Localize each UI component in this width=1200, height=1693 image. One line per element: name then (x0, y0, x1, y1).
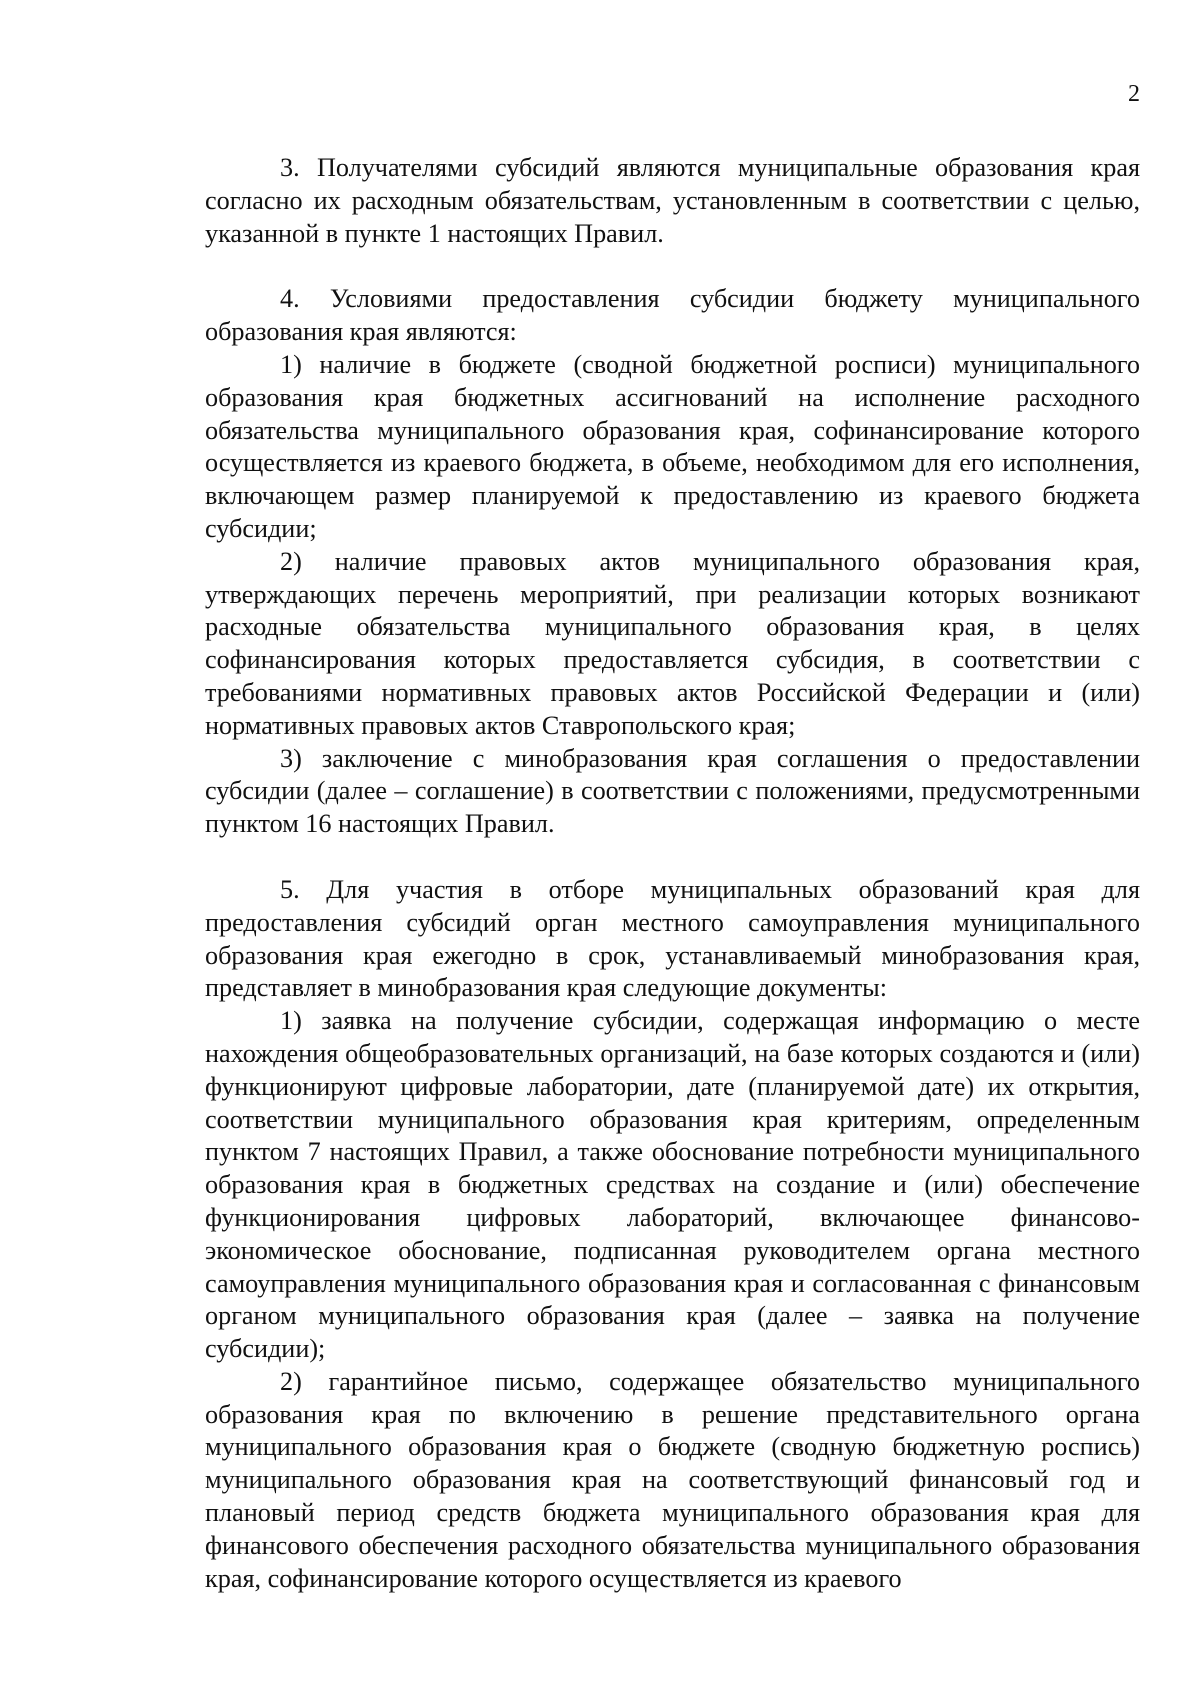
paragraph-item-4-sub-1: 1) наличие в бюджете (сводной бюджетной росписи) муниципального образования края бюджетных ассигнований на исполнение расходного обязательства муниципального образования края, софинансирование которого осуществляется из краевого бюджета, в объеме, необходимом для его исполнения, включающем размер планируемой к предоставлению из краевого бюджета субсидии; (205, 349, 1140, 543)
paragraph-item-5-intro: 5. Для участия в отборе муниципальных образований края для предоставления субсидий орган местного самоуправления муниципального образования края ежегодно в срок, устанавливаемый минобразования края, представляет в минобразования края следующие документы: (205, 874, 1140, 1003)
paragraph-item-5-sub-1: 1) заявка на получение субсидии, содержащая информацию о месте нахождения общеобразовательных организаций, на базе которых создаются и (или) функционируют цифровые лаборатории, дате (планируемой дате) их открытия, соответствии муниципального образования края критериям, определенным пунктом 7 настоящих Правил, а также обоснование потребности муниципального образования края в бюджетных средствах на создание и (или) обеспечение функционирования цифровых лабораторий, включающее финансово-экономическое обоснование, подписанная руководителем органа местного самоуправления муниципального образования края и согласованная с финансовым органом муниципального образования края (далее – заявка на получение субсидии); (205, 1006, 1140, 1364)
section-item-4 (205, 283, 1140, 841)
paragraph-item-4-intro: 4. Условиями предоставления субсидии бюджету муниципального образования края являются: (205, 284, 1140, 347)
document-body (205, 152, 1140, 1595)
paragraph-item-4-sub-2: 2) наличие правовых актов муниципального образования края, утверждающих перечень мероприятий, при реализации которых возникают расходные обязательства муниципального образования края, в целях софинансирования которых предоставляется субсидия, в соответствии с требованиями нормативных правовых актов Российской Федерации и (или) нормативных правовых актов Ставропольского края; (205, 546, 1140, 740)
section-gap (205, 841, 1140, 874)
paragraph-item-5-sub-2: 2) гарантийное письмо, содержащее обязательство муниципального образования края по включению в решение представительного органа муниципального образования края о бюджете (сводную бюджетную роспись) муниципального образования края на соответствующий финансовый год и плановый период средств бюджета муниципального образования края для финансового обеспечения расходного обязательства муниципального образования края, софинансирование которого осуществляется из краевого (205, 1366, 1140, 1593)
paragraph-item-3: 3. Получателями субсидий являются муниципальные образования края согласно их расходным обязательствам, установленным в соответствии с целью, указанной в пункте 1 настоящих Правил. (205, 153, 1140, 248)
section-item-3 (205, 152, 1140, 250)
section-gap (205, 250, 1140, 283)
section-item-5 (205, 874, 1140, 1596)
paragraph-item-4-sub-3: 3) заключение с минобразования края соглашения о предоставлении субсидии (далее – соглашение) в соответствии с положениями, предусмотренными пунктом 16 настоящих Правил. (205, 743, 1140, 839)
page-number: 2 (1128, 81, 1140, 107)
